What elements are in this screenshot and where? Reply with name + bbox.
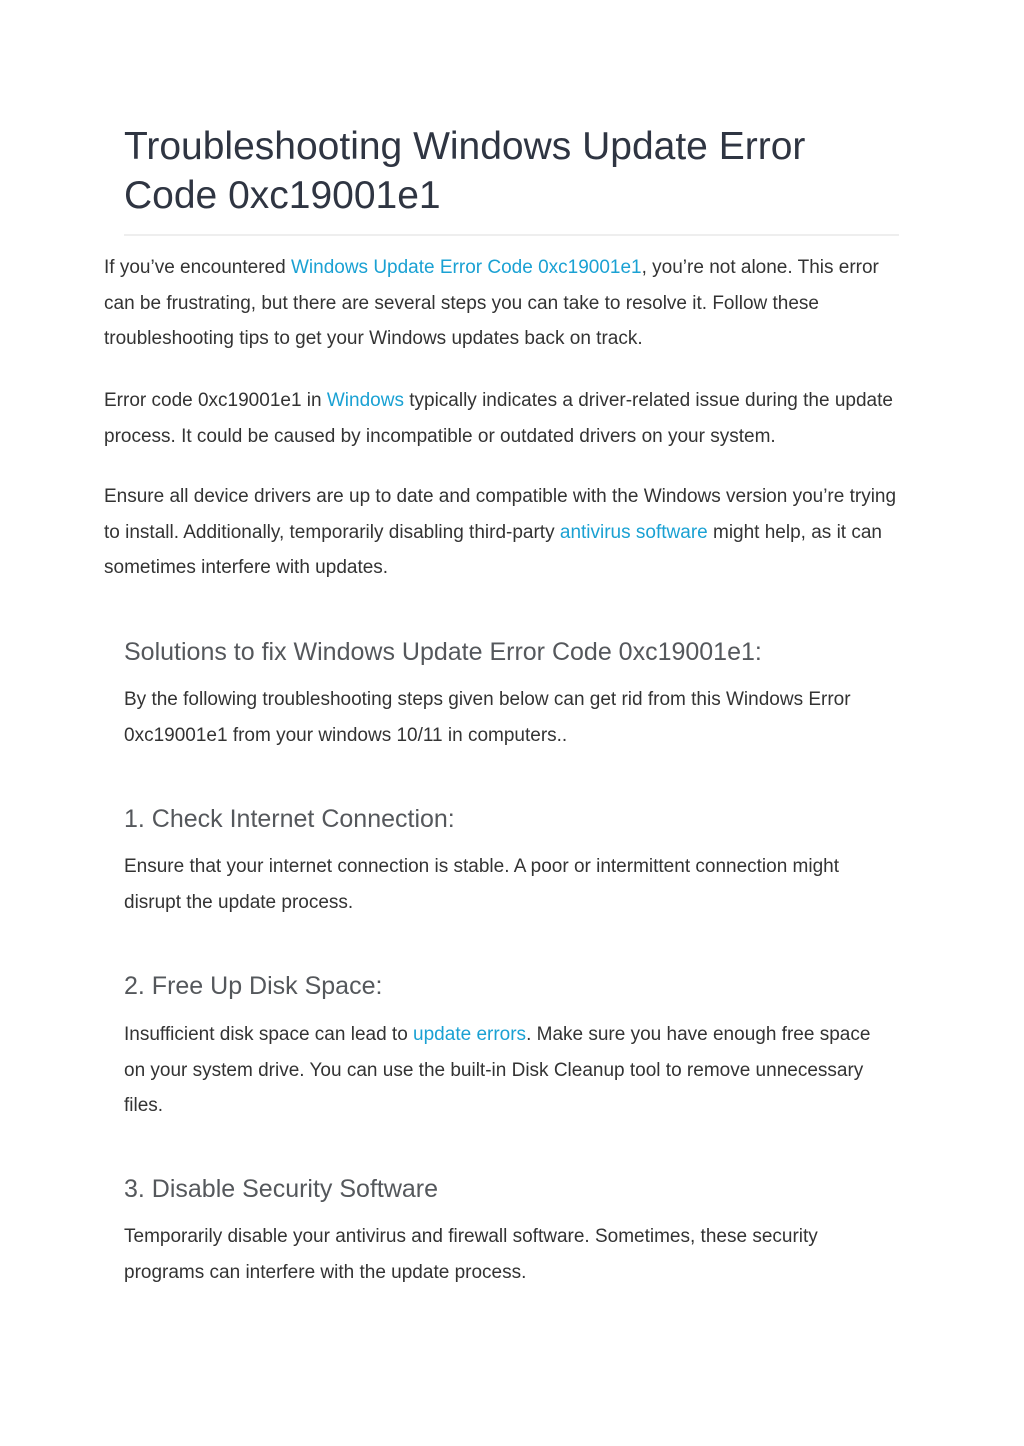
step-3-heading: 3. Disable Security Software bbox=[124, 1175, 439, 1203]
cause-text-end: typically indicates a driver-related issue during the update process. It could be caused by incompatible or outdated drivers on your system. bbox=[104, 390, 893, 447]
update-errors-link[interactable]: update errors bbox=[413, 1024, 527, 1045]
step-2-text-start: Insufficient disk space can lead to bbox=[124, 1024, 414, 1045]
intro-text-end: , you’re not alone. This error can be frustrating, but there are several steps you can take to resolve it. Follow these troubleshooting tips to get your Windows updates back on track. bbox=[104, 257, 879, 349]
drivers-text-start: Ensure all device drivers are up to date and compatible with the Windows version you’re trying to install. Additionally, temporarily disabling third-party bbox=[104, 486, 897, 543]
solutions-paragraph: By the following troubleshooting steps given below can get rid from this Windows Error 0xc19001e1 from your windows 10/11 in computers.. bbox=[124, 689, 851, 746]
step-2-paragraph bbox=[124, 1017, 894, 1124]
solutions-heading: Solutions to fix Windows Update Error Code 0xc19001e1: bbox=[124, 638, 762, 666]
title-divider bbox=[124, 234, 899, 236]
page-title: Troubleshooting Windows Update Error Code 0xc19001e1 bbox=[124, 125, 806, 217]
intro-paragraph bbox=[104, 250, 914, 357]
step-2-text-end: . Make sure you have enough free space on your system drive. You can use the built-in Disk Cleanup tool to remove unnecessary files. bbox=[124, 1024, 871, 1116]
windows-link[interactable]: Windows bbox=[326, 390, 404, 411]
antivirus-software-link[interactable]: antivirus software bbox=[559, 521, 708, 543]
cause-paragraph bbox=[104, 383, 914, 454]
drivers-paragraph bbox=[104, 479, 914, 586]
step-3-paragraph: Temporarily disable your antivirus and firewall software. Sometimes, these security programs can interfere with the update process. bbox=[124, 1226, 818, 1283]
step-1-heading: 1. Check Internet Connection: bbox=[124, 805, 455, 833]
error-code-link[interactable]: Windows Update Error Code 0xc19001e1 bbox=[290, 257, 642, 278]
step-2-heading: 2. Free Up Disk Space: bbox=[124, 972, 383, 1000]
drivers-text-end: might help, as it can sometimes interfere with updates. bbox=[104, 521, 882, 578]
cause-text-start: Error code 0xc19001e1 in bbox=[104, 390, 327, 411]
intro-text-start: If you’ve encountered bbox=[104, 257, 291, 278]
step-1-paragraph: Ensure that your internet connection is stable. A poor or intermittent connection might disrupt the update process. bbox=[124, 856, 840, 913]
